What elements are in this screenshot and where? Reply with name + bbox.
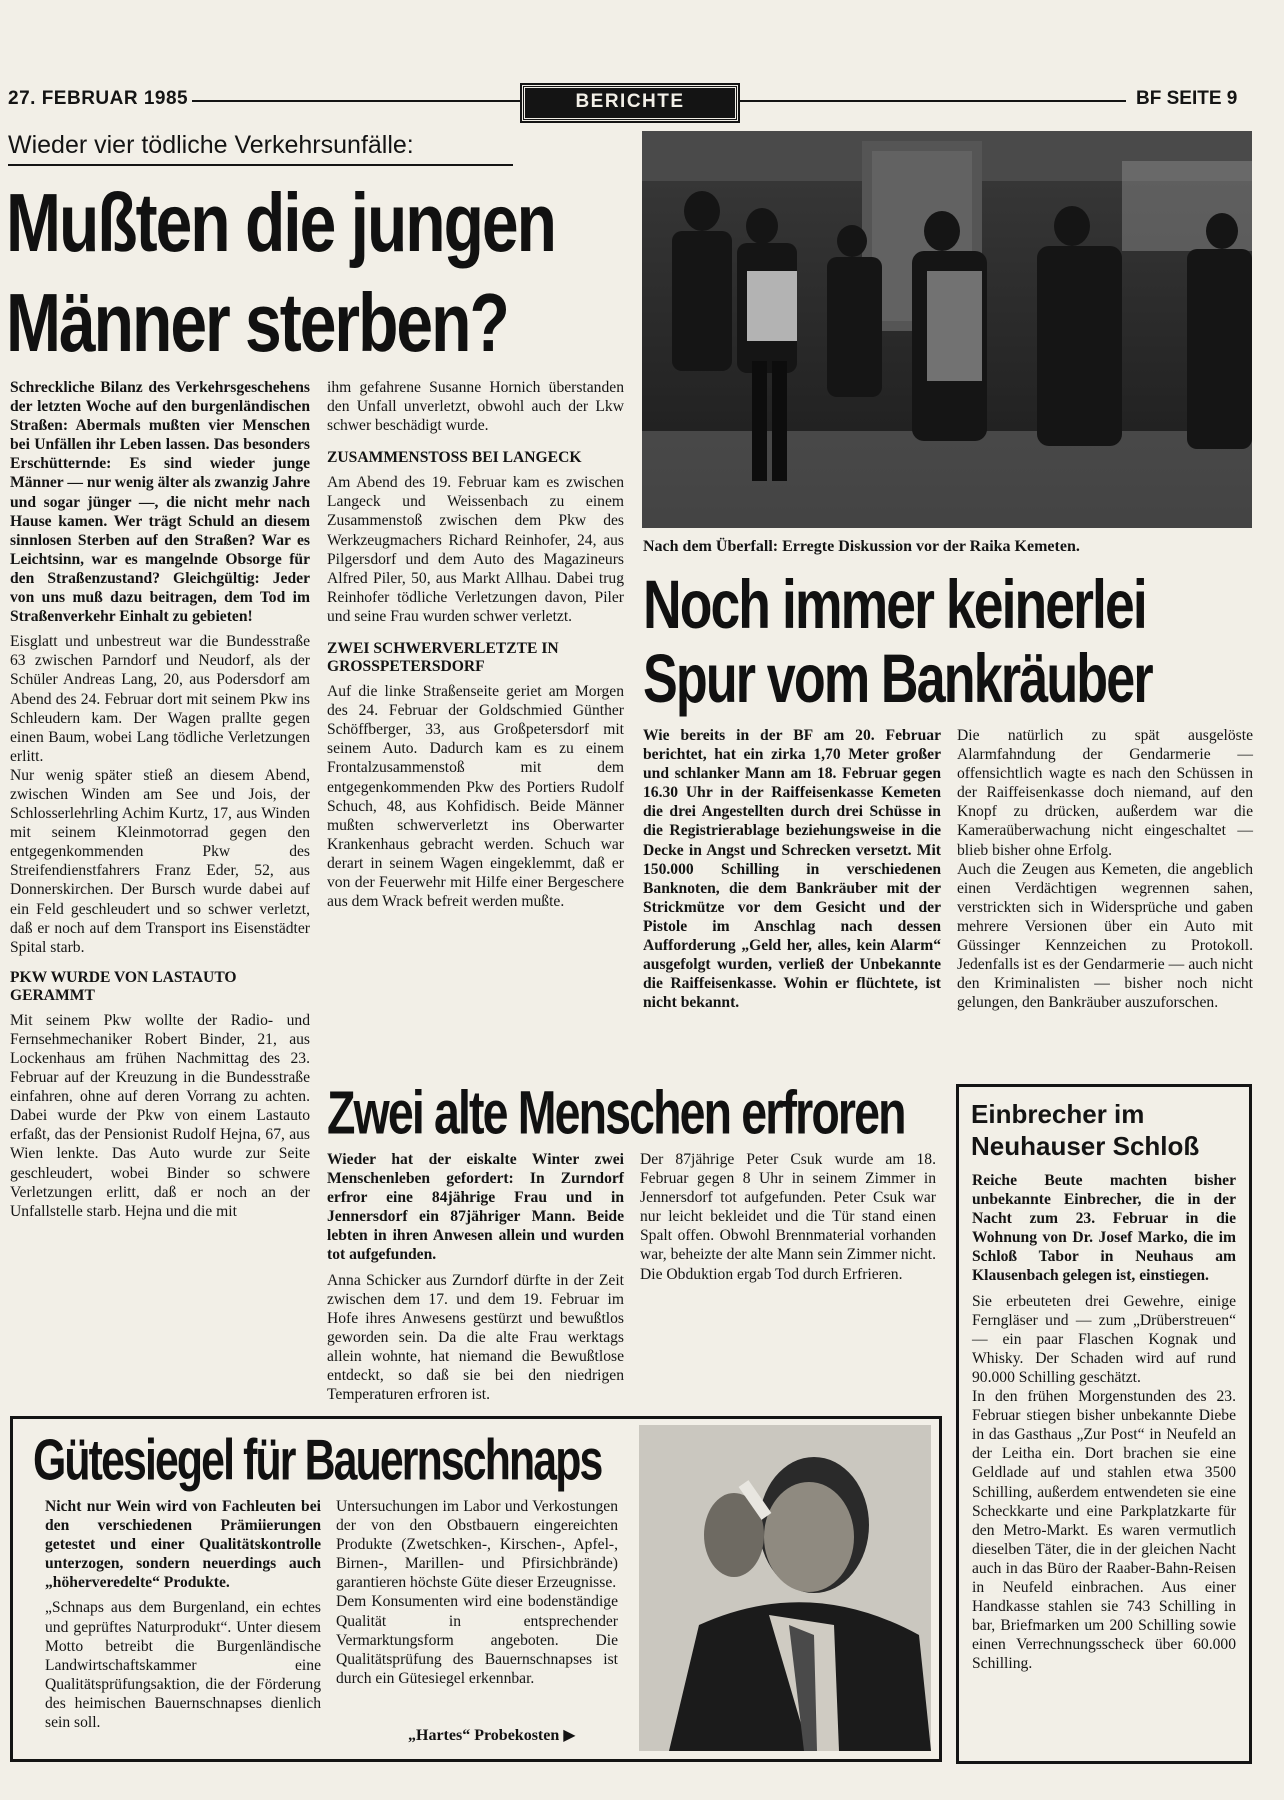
article4-paragraph: In den frühen Morgenstunden des 23. Februar stiegen bisher unbekannte Diebe in das Gasthaus „Zur Post“ in Neufeld an der Leitha ein. Dort brachen sie eine Geldlade auf und stahlen etwa 3500 Schilling, außerdem entwendeten sie eine Scheckkarte und eine Parkplatzkarte für den Metro-Markt. Es waren vermutlich dieselben Täter, die in der gleichen Nacht auch in das Büro der Raaber-Bahn-Reisen in Neufeld einbrachen. Aus einer Handkasse stahlen sie 743 Schilling in bar, Briefmarken um 200 Schilling sowie einen Verrechnungsscheck über 60.000 Schilling. (972, 1388, 1236, 1673)
article1-kicker: Wieder vier tödliche Verkehrsunfälle: (8, 131, 414, 159)
header-date: 27. FEBRUAR 1985 (8, 88, 189, 109)
article5-paragraph: „Schnaps aus dem Burgenland, ein echtes und geprüftes Naturprodukt“. Unter diesem Motto betreibt die Burgenländische Landwirtschaftskammer eine Qualitätsprüfungsaktion, die der Förderung des heimischen Bauernschnapses dienlich sein soll. (45, 1599, 321, 1732)
article3-column-1 (327, 1150, 624, 1404)
article2-lead: Wie bereits in der BF am 20. Februar berichtet, hat ein zirka 1,70 Meter großer und schlanker Mann am 18. Februar gegen 16.30 Uhr in der Raiffeisenkasse Kemeten die drei Angestellten durch drei Schüsse in die Registrierablage beziehungsweise in die Decke in Angst und Schrecken versetzt. Mit 150.000 Schilling in verschiedenen Banknoten, die dem Bankräuber mit der Strickmütze vor dem Gesicht und der Pistole im Anschlag nach dessen Aufforderung „Geld her, alles, kein Alarm“ ausgefolgt wurden, verließ der Unbekannte die Raiffeisenkasse. Wohin er flüchtete, ist nicht bekannt. (643, 727, 941, 1012)
article5-caption: „Hartes“ Probekosten ▶ (408, 1727, 576, 1744)
header-page: BF SEITE 9 (1136, 88, 1238, 109)
article1-column-2 (327, 378, 624, 911)
article1-kicker-rule (8, 164, 513, 166)
article1-paragraph: Eisglatt und unbestreut war die Bundesstraße 63 zwischen Parndorf und Neudorf, als der Schüler Andreas Lang, 20, aus Podersdorf am Abend des 24. Februar dort mit seinem Pkw ins Schleudern kam. Der Wagen prallte gegen einen Baum, wobei Lang tödliche Verletzungen erlitt. (10, 633, 310, 765)
article5-column-1 (45, 1497, 321, 1732)
header-rule-left (192, 100, 522, 102)
article1-paragraph: Nur wenig später stieß an diesem Abend, zwischen Winden am See und Jois, der Schlosserlehrling Achim Kurtz, 17, aus Winden mit seinem Kleinmotorrad gegen den entgegenkommenden Pkw des Streifendienstfahrers Franz Eder, 52, aus Donnerskirchen. Der Bursch wurde dabei auf ein Feld geschleudert und so schwer verletzt, daß er noch auf dem Transport ins Eisenstädter Spital starb. (10, 766, 310, 956)
article2-headline-1: Noch immer keinerlei (643, 566, 1146, 643)
article2-paragraph: Auch die Zeugen aus Kemeten, die angeblich einen Verdächtigen wegrennen sahen, verstrickten sich in Widersprüche und gaben mehrere Versionen über ein Auto mit Güssinger Kennzeichen zu Protokoll. Jedenfalls ist es der Gendarmerie — auch nicht den Kriminalisten — bisher noch nicht gelungen, den Bankräuber auszuforschen. (957, 860, 1253, 1012)
article3-lead: Wieder hat der eiskalte Winter zwei Menschenleben gefordert: In Zurndorf erfror eine 84jährige Frau und in Jennersdorf ein 87jähriger Mann. Beide lebten in ihren Anwesen allein und wurden tot aufgefunden. (327, 1151, 624, 1264)
article2-column-1 (643, 726, 941, 1012)
article1-paragraph: Am Abend des 19. Februar kam es zwischen Langeck und Weissenbach zu einem Zusammenstoß zwischen dem Pkw des Werkzeugmachers Richard Reinhofer, 24, aus Pilgersdorf und dem Auto des Magazineurs Alfred Piler, 50, aus Markt Allhau. Dabei trug Reinhofer tödliche Verletzungen davon, Piler und seine Frau wurden schwer verletzt. (327, 474, 624, 625)
article3-paragraph: Anna Schicker aus Zurndorf dürfte in der Zeit zwischen dem 17. und dem 19. Februar im Hofe ihres Anwesens gestürzt und bewußtlos geworden sein. Da die alte Frau werktags allein wohnte, hat niemand die Bewußtlose entdeckt, so daß sie bei den niedrigen Temperaturen erfroren ist. (327, 1271, 624, 1404)
photo-illustration (639, 1425, 931, 1751)
article2-column-2 (957, 726, 1253, 1012)
article4-headline-1: Einbrecher im (971, 1099, 1145, 1129)
article1-headline-1: Mußten die jungen (6, 175, 555, 269)
article1-paragraph: Mit seinem Pkw wollte der Radio- und Fernsehmechaniker Robert Binder, 21, aus Lockenhaus am frühen Nachmittag des 23. Februar auf der Kreuzung in die Bundesstraße einfahren, ohne auf deren Vorrang zu achten. Dabei wurde der Pkw von einem Lastauto erfaßt, das der Pensionist Rudolf Hejna, 67, aus Wien lenkte. Das Auto wurde zur Seite geschleudert, wobei Binder so schwere Verletzungen erlitt, daß er noch an der Unfallstelle starb. Hejna und die mit (10, 1011, 310, 1220)
article1-headline-2: Männer sterben? (6, 275, 508, 369)
schnaps-tasting-photo (639, 1425, 931, 1751)
photo-illustration (642, 131, 1252, 528)
article1-paragraph: Auf die linke Straßenseite geriet am Morgen des 24. Februar der Goldschmied Günther Schöffberger, 33, aus Großpetersdorf mit seinem Auto. Dadurch kam es zu einem Frontalzusammenstoß mit dem entgegenkommenden Pkw des Portiers Rudolf Schuch, 48, aus Kohfidisch. Beide Männer mußten schwerverletzt ins Oberwarter Krankenhaus gebracht werden. Schuch war derart in seinem Wagen eingeklemmt, daß er von der Feuerwehr mit Hilfe einer Bergeschere aus dem Wrack befreit werden mußte. (327, 683, 624, 911)
article5-headline: Gütesiegel für Bauernschnaps (33, 1427, 602, 1492)
article2-headline-2: Spur vom Bankräuber (643, 640, 1152, 717)
article3-column-2 (640, 1150, 936, 1284)
article5-column-2 (336, 1497, 618, 1688)
article5-box (10, 1416, 942, 1762)
article1-paragraph: ihm gefahrene Susanne Hornich überstanden den Unfall unverletzt, obwohl auch der Lkw schwer beschädigt wurde. (327, 379, 624, 435)
article4-paragraph: Sie erbeuteten drei Gewehre, einige Ferngläser und — zum „Drüberstreuen“ — ein paar Flaschen Kognak und Whisky. Der Schaden wird auf rund 90.000 Schilling geschätzt. (972, 1292, 1236, 1386)
article3-paragraph: Der 87jährige Peter Csuk wurde am 18. Februar gegen 8 Uhr in seinem Zimmer in Jennersdorf tot aufgefunden. Peter Csuk war nur leicht bekleidet und die Tür stand einen Spalt offen. Obwohl Brennmaterial vorhanden war, beheizte der alte Mann sein Zimmer nicht. Die Obduktion ergab Tod durch Erfrieren. (640, 1151, 936, 1283)
article4-box (956, 1084, 1252, 1764)
article1-column-1 (10, 378, 310, 1221)
article4-headline-2: Neuhauser Schloß (971, 1131, 1200, 1161)
article1-subheading: PKW WURDE VON LASTAUTO GERAMMT (10, 968, 237, 1004)
bank-photo-caption: Nach dem Überfall: Erregte Diskussion vor der Raika Kemeten. (643, 538, 1080, 555)
article5-paragraph: Dem Konsumenten wird eine bodenständige Qualität in entsprechender Vermarktungsform angeboten. Die Qualitätsprüfung des Bauernschnapses ist durch ein Gütesiegel erkennbar. (336, 1593, 618, 1687)
article3-headline: Zwei alte Menschen erfroren (327, 1078, 905, 1147)
article4-lead: Reiche Beute machten bisher unbekannte Einbrecher, die in der Nacht zum 23. Februar in die Wohnung von Dr. Josef Marko, die im Schloß Tabor in Neuhaus am Klausenbach gelegen ist, einstiegen. (972, 1172, 1236, 1285)
section-label (522, 85, 738, 121)
bank-robbery-photo (642, 131, 1252, 528)
article1-subheading: ZWEI SCHWERVERLETZTE IN GROSSPETERSDORF (327, 640, 559, 676)
section-label-text: BERICHTE (575, 91, 685, 112)
article4-column (972, 1171, 1236, 1673)
article1-lead: Schreckliche Bilanz des Verkehrsgeschehens der letzten Woche auf den burgenländischen Straßen: Abermals mußten vier Menschen bei Unfällen ihr Leben lassen. Das besonders Erschütternde: Es sind wieder junge Männer — nur wenig älter als zwanzig Jahre und sogar jünger —, die nicht mehr nach Hause kamen. Wer trägt Schuld an diesem sinnlosen Sterben auf den Straßen? War es Leichtsinn, war es mangelnde Obsorge für den Straßenzustand? Gleichgültig: Jeder von uns muß dazu beitragen, dem Tod im Straßenverkehr Einhalt zu gebieten! (10, 379, 310, 626)
article5-lead: Nicht nur Wein wird von Fachleuten bei den verschiedenen Prämiierungen getestet und einer Qualitätskontrolle unterzogen, sondern neuerdings auch „höherveredelte“ Produkte. (45, 1498, 321, 1592)
article2-paragraph: Die natürlich zu spät ausgelöste Alarmfahndung der Gendarmerie — offensichtlich wagte es nach den Schüssen in der Raiffeisenkasse doch niemand, auf den Knopf zu drücken, außerdem war die Kameraüberwachung nicht eingeschaltet — blieb bisher ohne Erfolg. (957, 727, 1253, 859)
header-rule-right (738, 100, 1126, 102)
article5-paragraph: Untersuchungen im Labor und Verkostungen der von den Obstbauern eingereichten Produkte (Zwetschken-, Kirschen-, Apfel-, Birnen-, Marillen- und Pfirsichbrände) garantieren höchste Güte dieser Erzeugnisse. (336, 1498, 618, 1592)
article1-subheading: ZUSAMMENSTOSS BEI LANGECK (327, 449, 582, 467)
